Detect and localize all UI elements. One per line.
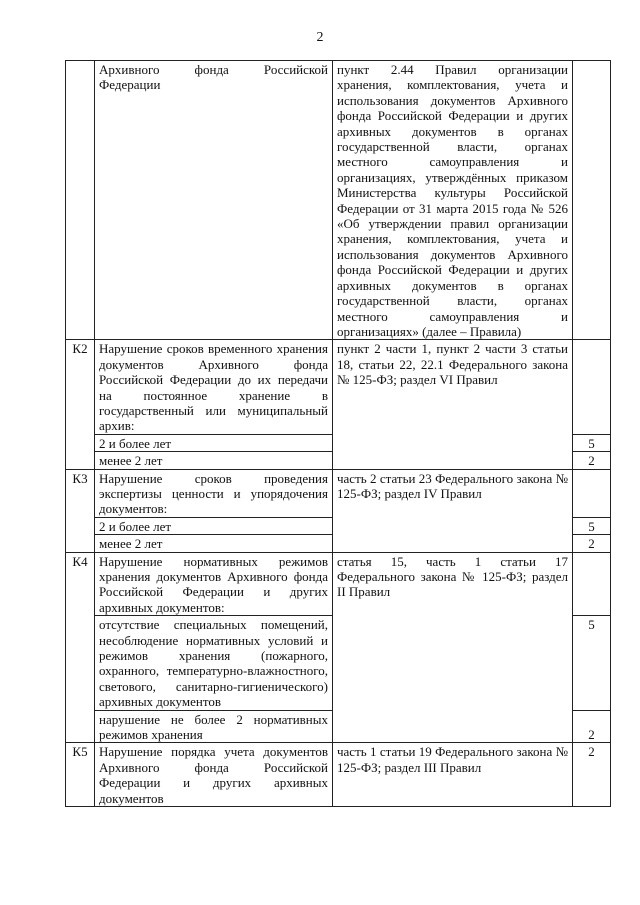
table-row-intro (66, 61, 611, 340)
table-row-k2 (66, 340, 611, 434)
violation-cell: Архивного фонда Российской Федерации (95, 61, 333, 340)
score-cell: 2 (573, 743, 611, 807)
table-row-k4 (66, 552, 611, 616)
reference-cell: статья 15, часть 1 статьи 17 Федерального закона № 125-ФЗ; раздел II Правил (333, 552, 573, 743)
violation-cell: Нарушение сроков временного хранения документов Архивного фонда Российской Федерации до их передачи на постоянное хранение в государственный или муниципальный архив: (95, 340, 333, 434)
subcondition-cell: менее 2 лет (95, 452, 333, 469)
violation-cell: Нарушение сроков проведения экспертизы ценности и упорядочения документов: (95, 469, 333, 517)
score-cell: 2 (573, 452, 611, 469)
code-cell: К5 (66, 743, 95, 807)
score-cell-empty (573, 340, 611, 434)
score-cell-empty (573, 552, 611, 616)
code-cell: К4 (66, 552, 95, 743)
reference-cell: часть 2 статьи 23 Федерального закона № 125-ФЗ; раздел IV Правил (333, 469, 573, 552)
subcondition-cell: менее 2 лет (95, 535, 333, 552)
score-cell: 5 (573, 616, 611, 710)
score-cell-empty (573, 61, 611, 340)
violation-cell: Нарушение порядка учета документов Архивного фонда Российской Федерации и других архивных документов (95, 743, 333, 807)
subcondition-cell: 2 и более лет (95, 434, 333, 451)
requirements-table (65, 60, 611, 807)
score-cell: 5 (573, 434, 611, 451)
reference-cell: пункт 2 части 1, пункт 2 части 3 статьи 18, статьи 22, 22.1 Федерального закона № 125-ФЗ; раздел VI Правил (333, 340, 573, 469)
reference-cell: часть 1 статьи 19 Федерального закона № 125-ФЗ; раздел III Правил (333, 743, 573, 807)
subcondition-cell: нарушение не более 2 нормативных режимов хранения (95, 710, 333, 743)
subcondition-cell: отсутствие специальных помещений, несоблюдение нормативных условий и режимов хранения (пожарного, охранного, температурно-влажностного, светового, санитарно-гигиенического) архивных документов (95, 616, 333, 710)
score-cell: 2 (573, 710, 611, 743)
score-cell: 5 (573, 517, 611, 534)
table-row-k5 (66, 743, 611, 807)
violation-cell: Нарушение нормативных режимов хранения документов Архивного фонда Российской Федерации и других архивных документов: (95, 552, 333, 616)
code-cell: К3 (66, 469, 95, 552)
subcondition-cell: 2 и более лет (95, 517, 333, 534)
page-number: 2 (316, 30, 324, 45)
code-cell: К2 (66, 340, 95, 469)
table-row-k3 (66, 469, 611, 517)
reference-cell: пункт 2.44 Правил организации хранения, комплектования, учета и использования документов Архивного фонда Российской Федерации и других архивных документов в органах государственной власти, органах местного самоуправления и организациях, утверждённых приказом Министерства культуры Российской Федерации от 31 марта 2015 года № 526 «Об утверждении правил организации хранения, комплектования, учета и использования документов Архивного фонда Российской Федерации и других архивных документов в органах государственной власти, органах местного самоуправления и организациях» (далее – Правила) (333, 61, 573, 340)
code-cell-empty (66, 61, 95, 340)
score-cell: 2 (573, 535, 611, 552)
score-cell-empty (573, 469, 611, 517)
